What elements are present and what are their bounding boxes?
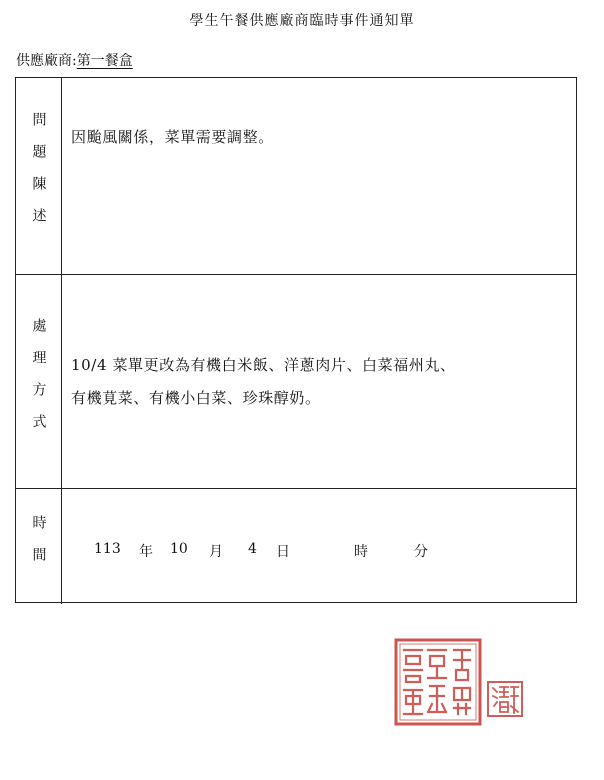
time-row [16, 489, 576, 604]
time-minute-unit: 分 [414, 544, 428, 560]
method-line-1: 10/4 菜單更改為有機白米飯、洋蔥肉片、白菜福州丸、 [71, 356, 456, 374]
seal-area [390, 630, 540, 730]
vendor-line [16, 50, 133, 70]
time-day-unit: 日 [276, 544, 290, 560]
method-label-cell [16, 275, 62, 488]
vendor-name: 第一餐盒 [76, 53, 133, 69]
method-line-2: 有機莧菜、有機小白菜、珍珠醇奶。 [71, 389, 321, 407]
document-title: 學生午餐供應廠商臨時事件通知單 [189, 13, 415, 29]
problem-label-cell [16, 78, 62, 274]
official-seal-stamp [390, 630, 540, 730]
vendor-label: 供應廠商: [16, 53, 77, 69]
problem-row [16, 78, 576, 275]
method-row [16, 275, 576, 489]
problem-label: 問題陳述 [30, 112, 47, 240]
method-content-cell [62, 275, 576, 488]
time-year-unit: 年 [139, 544, 153, 560]
problem-content-cell [62, 78, 576, 274]
method-description [71, 349, 456, 415]
method-label: 處理方式 [30, 317, 47, 446]
time-month: 10 [170, 541, 188, 557]
notice-table [15, 77, 577, 603]
time-day: 4 [248, 541, 257, 557]
time-label: 時間 [30, 514, 47, 579]
problem-description: 因颱風關係，菜單需要調整。 [71, 128, 274, 146]
time-label-cell [16, 489, 62, 604]
time-year: 113 [94, 541, 121, 557]
time-hour-unit: 時 [354, 544, 368, 560]
time-content-cell [62, 489, 576, 604]
time-month-unit: 月 [209, 544, 223, 560]
